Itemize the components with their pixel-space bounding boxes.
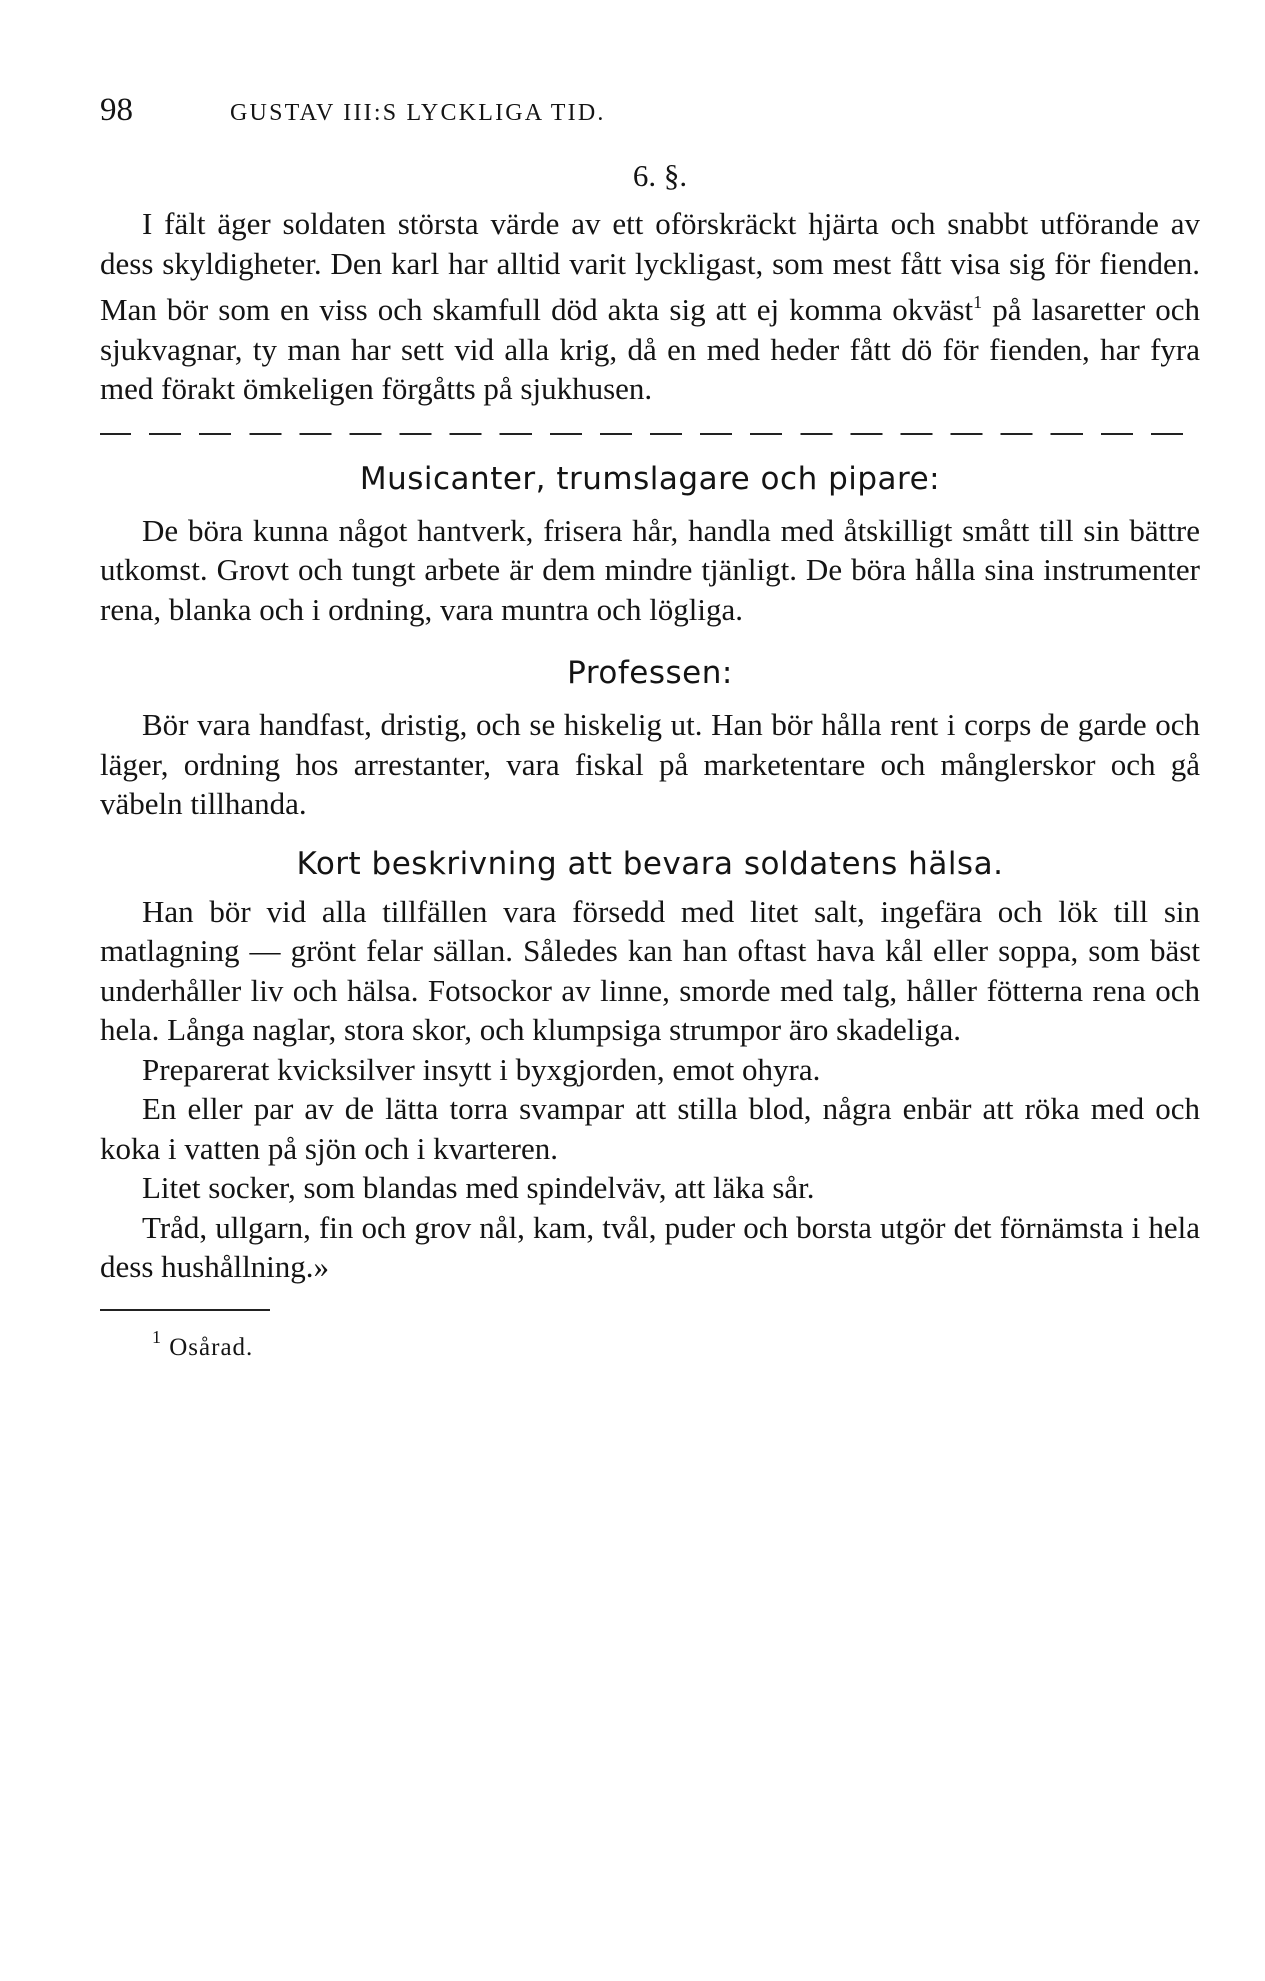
footnote	[100, 1327, 1200, 1362]
paragraph-health-4: Litet socker, som blandas med spindelväv, att läka sår.	[142, 1170, 815, 1205]
heading-musicanter: Musicanter, trumslagare och pipare:	[359, 460, 941, 497]
paragraph-health-5: Tråd, ullgarn, fin och grov nål, kam, tvål, puder och borsta utgör det förnämsta i hela dess hushållning.»	[100, 1209, 1200, 1284]
paragraph-musicanter: De böra kunna något hantverk, frisera hår, handla med åtskilligt smått till sin bättre utkomst. Grovt och tungt arbete är dem mindre tjänligt. De böra hålla sina instrumenter rena, blanka och i ordning, vara muntra och lögliga.	[100, 512, 1200, 627]
paragraph-health-3: En eller par av de lätta torra svampar att stilla blod, några enbär att röka med och koka i vatten på sjön och i kvarteren.	[100, 1091, 1200, 1166]
heading-professen: Professen:	[567, 655, 733, 691]
footnote-text: Osårad.	[162, 1333, 254, 1361]
paragraph-health-1: Han bör vid alla tillfällen vara försedd med litet salt, ingefära och lök till sin matlagning — grönt felar sällan. Således kan han oftast hava kål eller soppa, som bäst underhåller liv och hälsa. Fotsockor av linne, smorde med talg, håller fötterna rena och hela. Långa naglar, stora skor, och klumpsiga strumpor äro skadeliga.	[100, 893, 1200, 1047]
paragraph-field-duty	[100, 204, 1200, 409]
book-page	[100, 92, 1200, 1362]
paragraph-text: I fält äger soldaten största värde av ett oförskräckt hjärta och snabbt utförande av dess skyldigheter. Den karl har alltid varit lyckligast, som mest fått visa sig för fienden. Man bör som en viss och skamfull död akta sig att ej komma okväst	[100, 206, 1200, 327]
section-number: 6. §.	[632, 158, 688, 193]
page-number: 98	[100, 92, 133, 128]
footnote-rule	[100, 1309, 270, 1311]
footnote-marker: 1	[152, 1326, 162, 1347]
running-head	[100, 92, 1200, 148]
running-title: GUSTAV III:S LYCKLIGA TID.	[230, 100, 606, 126]
dashed-separator	[100, 433, 1200, 435]
paragraph-text-continued: på lasaretter och sjukvagnar, ty man har sett vid alla krig, då en med heder fått dö för fienden, har fyra med förakt ömkeligen förgåtts på sjukhusen.	[100, 292, 1200, 406]
footnote-reference: 1	[973, 292, 983, 312]
paragraph-professen: Bör vara handfast, dristig, och se hiskelig ut. Han bör hålla rent i corps de garde och läger, ordning hos arrestanter, vara fiskal på marketentare och månglerskor och gå väbeln tillhanda.	[100, 707, 1200, 821]
paragraph-health-2: Preparerat kvicksilver insytt i byxgjorden, emot ohyra.	[142, 1051, 821, 1087]
heading-health: Kort beskrivning att bevara soldatens hälsa.	[296, 845, 1004, 882]
